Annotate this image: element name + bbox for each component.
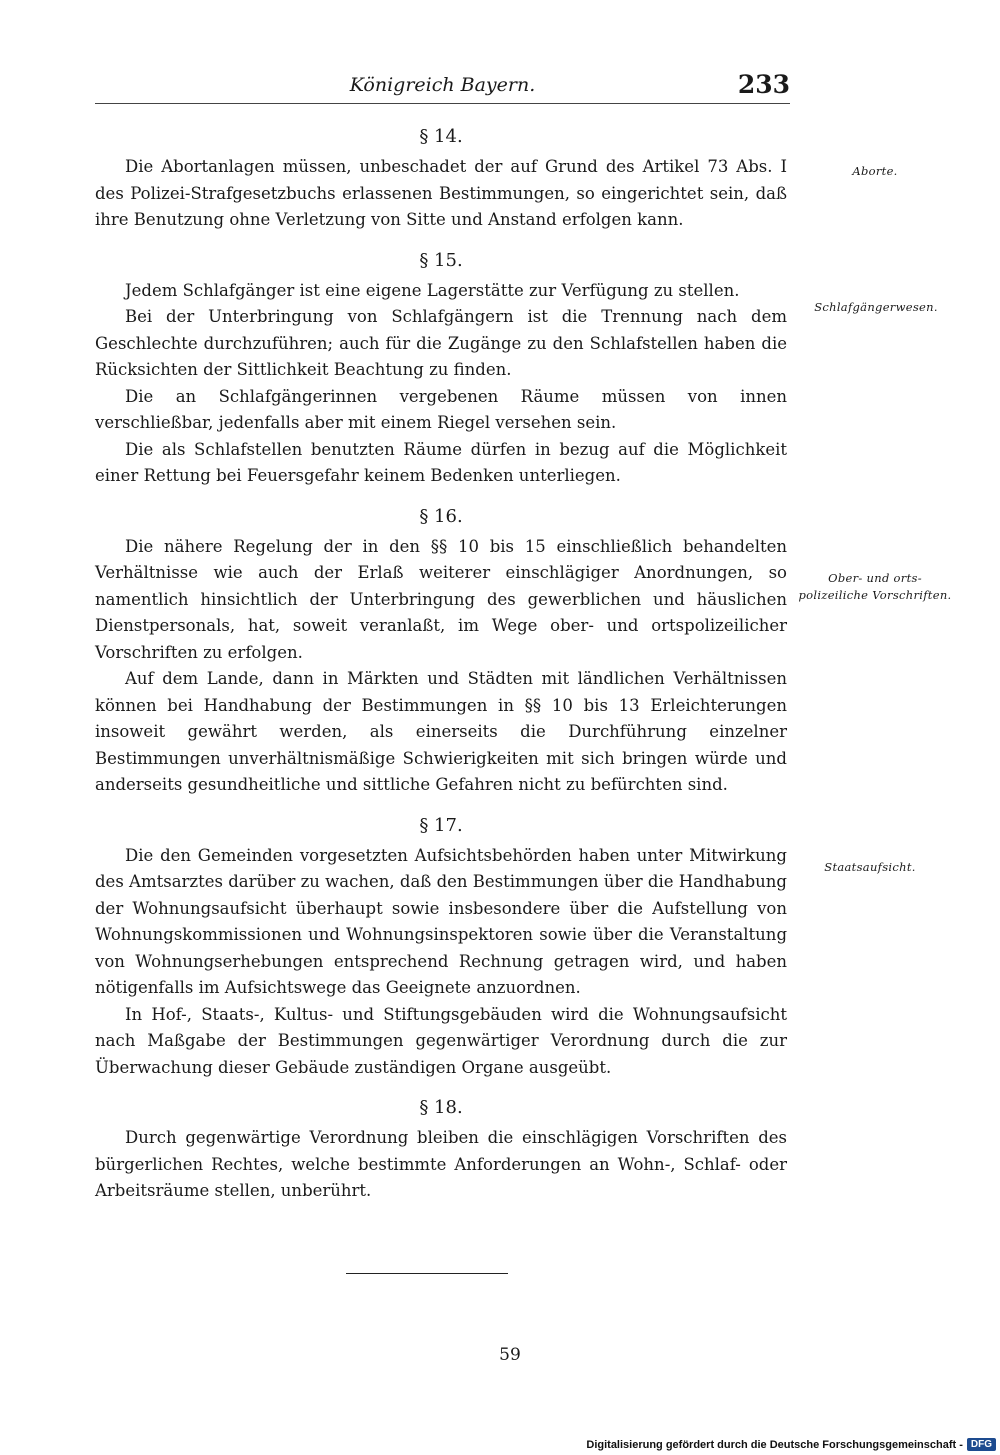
text-column <box>95 124 787 1205</box>
paragraph: Durch gegenwärtige Verordnung bleiben die einschlägigen Vorschriften des bürgerlichen Rechtes, welche bestimmte Anforderungen an Wohn-, Schlaf- oder Arbeitsräume stellen, unberührt. <box>95 1128 787 1200</box>
digitization-footer <box>586 1438 996 1451</box>
paragraph: Auf dem Lande, dann in Märkten und Städten mit ländlichen Verhältnissen können bei Handhabung der Bestimmungen in §§ 10 bis 13 Erleichterungen insoweit gewährt werden, als einerseits die Durchführung einzelner Bestimmungen unverhältnismäßige Schwierigkeiten mit sich bringen würde und anderseits gesundheitliche und sittliche Gefahren nicht zu befürchten sind. <box>95 669 787 794</box>
section-gap <box>95 799 787 813</box>
paragraph: Die an Schlafgängerinnen vergebenen Räume müssen von innen verschließbar, jedenfalls aber mit einem Riegel versehen sein. <box>95 386 787 432</box>
paragraph: Jedem Schlafgänger ist eine eigene Lagerstätte zur Verfügung zu stellen. <box>125 280 740 300</box>
margin-note-vorschriften-line2: polizeiliche Vorschriften. <box>798 588 952 602</box>
section-heading: § 17. <box>419 814 463 836</box>
section-14 <box>95 124 787 234</box>
section-18 <box>95 1095 787 1205</box>
margin-note-vorschriften-line1: Ober- und orts- <box>828 571 922 585</box>
section-heading: § 16. <box>419 505 463 527</box>
dfg-logo-icon: DFG <box>967 1438 996 1451</box>
footer-text: Digitalisierung gefördert durch die Deutsche Forschungsgemeinschaft - <box>586 1438 963 1451</box>
page-number: 233 <box>737 70 790 99</box>
paragraph: Die den Gemeinden vorgesetzten Aufsichtsbehörden haben unter Mitwirkung des Amtsarztes darüber zu wachen, daß den Bestimmungen über die Handhabung der Wohnungsaufsicht überhaupt sowie insbesondere über die Aufstellung von Wohnungskommissionen und Wohnungsinspektoren sowie über die Veranstaltung von Wohnungserhebungen entsprechend Rechnung getragen wird, und haben nötigenfalls im Aufsichtswege das Geeignete anzuordnen. <box>95 845 787 997</box>
end-rule <box>346 1273 508 1274</box>
section-16 <box>95 504 787 799</box>
section-gap <box>95 490 787 504</box>
section-17 <box>95 813 787 1082</box>
header-rule <box>95 103 790 104</box>
running-title: Königreich Bayern. <box>349 74 536 96</box>
section-15 <box>95 248 787 490</box>
section-heading: § 14. <box>419 126 463 147</box>
margin-note-schlafgaenger: Schlafgängerwesen. <box>814 300 938 314</box>
margin-note-staatsaufsicht: Staatsaufsicht. <box>824 860 916 874</box>
section-heading: § 15. <box>419 249 463 271</box>
running-head <box>95 70 790 104</box>
paragraph: Bei der Unterbringung von Schlafgängern ist die Trennung nach dem Geschlechte durchzuführen; auch für die Zugänge zu den Schlafstellen haben die Rücksichten der Sittlichkeit Beachtung zu finden. <box>95 307 787 379</box>
paragraph: Die als Schlafstellen benutzten Räume dürfen in bezug auf die Möglichkeit einer Rettung bei Feuersgefahr keinem Bedenken unterliegen. <box>95 439 787 485</box>
margin-note-aborte: Aborte. <box>852 164 898 178</box>
paragraph: Die Abortanlagen müssen, unbeschadet der auf Grund des Artikel 73 Abs. I des Polizei-Strafgesetzbuchs erlassenen Bestimmungen, so eingerichtet sein, daß ihre Benutzung ohne Verletzung von Sitte und Anstand erfolgen kann. <box>95 157 787 229</box>
section-gap <box>95 1081 787 1095</box>
section-heading: § 18. <box>419 1097 463 1118</box>
folio-number: 59 <box>499 1345 521 1365</box>
paragraph: In Hof-, Staats-, Kultus- und Stiftungsgebäuden wird die Wohnungsaufsicht nach Maßgabe der Bestimmungen gegenwärtiger Verordnung durch die zur Überwachung dieser Gebäude zuständigen Organe ausgeübt. <box>95 1004 787 1077</box>
section-gap <box>95 234 787 248</box>
paragraph: Die nähere Regelung der in den §§ 10 bis 15 einschließlich behandelten Verhältnisse wie auch der Erlaß weiterer einschlägiger Anordnungen, so namentlich hinsichtlich der Unterbringung des gewerblichen und häuslichen Dienstpersonals, hat, soweit veranlaßt, im Wege ober- und ortspolizeilicher Vorschriften zu erfolgen. <box>95 536 787 662</box>
